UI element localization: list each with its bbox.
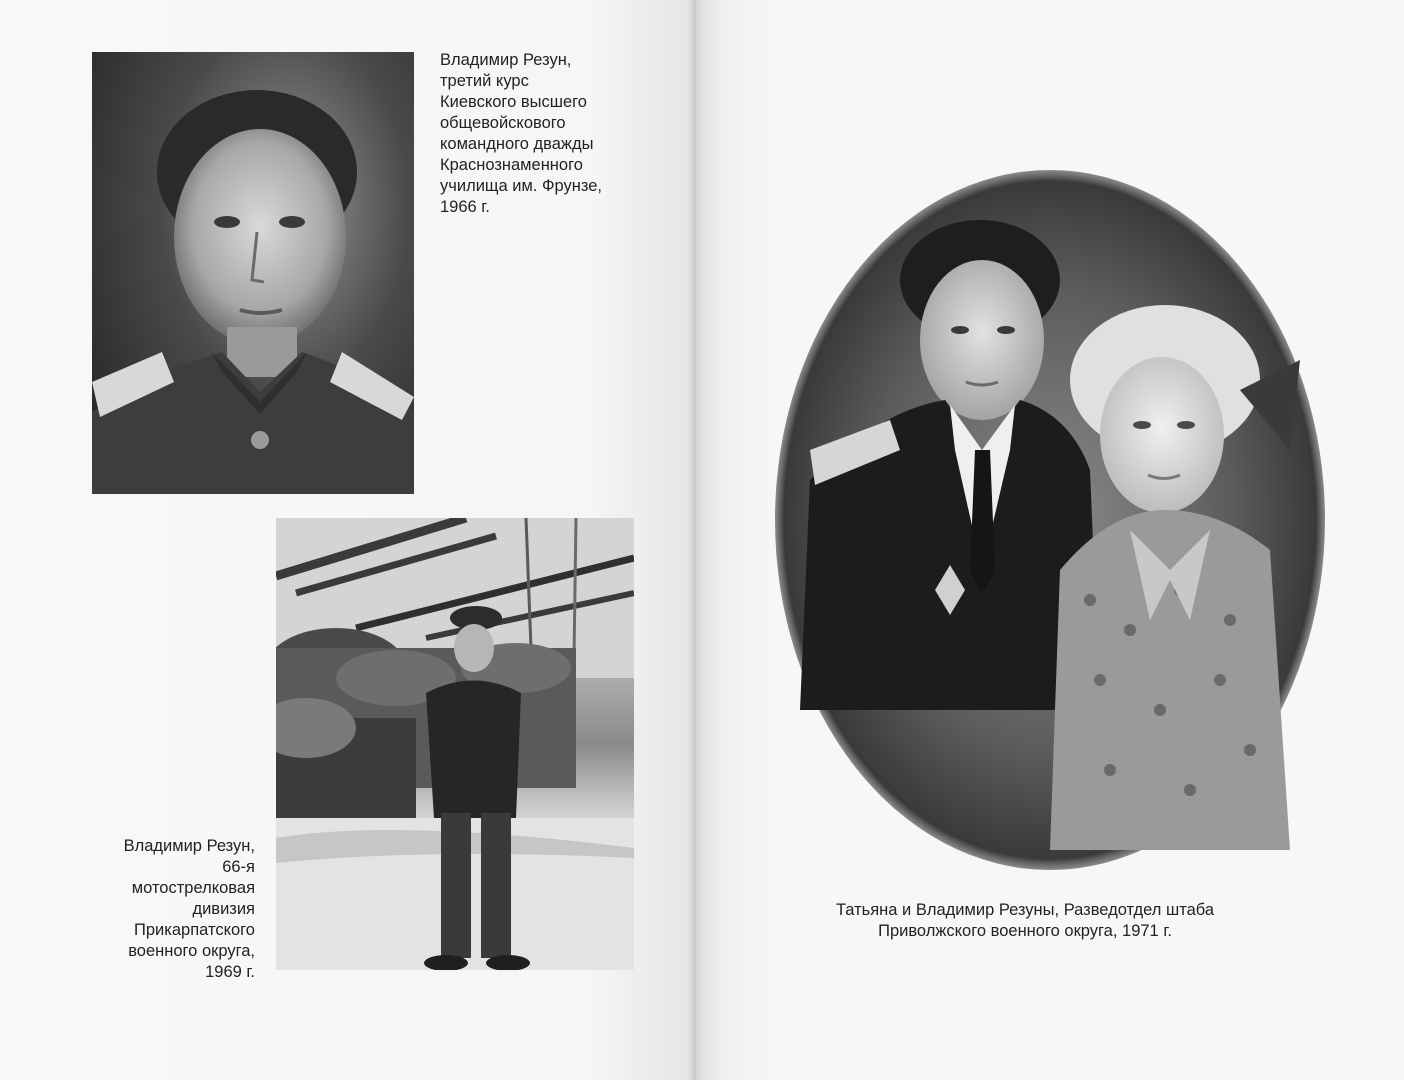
couple-portrait-photo bbox=[770, 150, 1330, 890]
caption-couple-portrait: Татьяна и Владимир Резуны, Разведотдел штаба Приволжского военного округа, 1971 г. bbox=[835, 901, 1215, 940]
caption-cadet-portrait: Владимир Резун, третий курс Киевского высшего общевойскового командного дважды Краснознаменного училища им. Фрунзе, 1966 г. bbox=[440, 51, 603, 216]
caption-tank-yard: Владимир Резун, 66-я мотострелковая дивизия Прикарпатского военного округа, 1969 г. bbox=[123, 837, 255, 981]
book-gutter bbox=[688, 0, 702, 1080]
tank-yard-photo bbox=[276, 518, 634, 970]
cadet-portrait-photo bbox=[92, 52, 414, 494]
